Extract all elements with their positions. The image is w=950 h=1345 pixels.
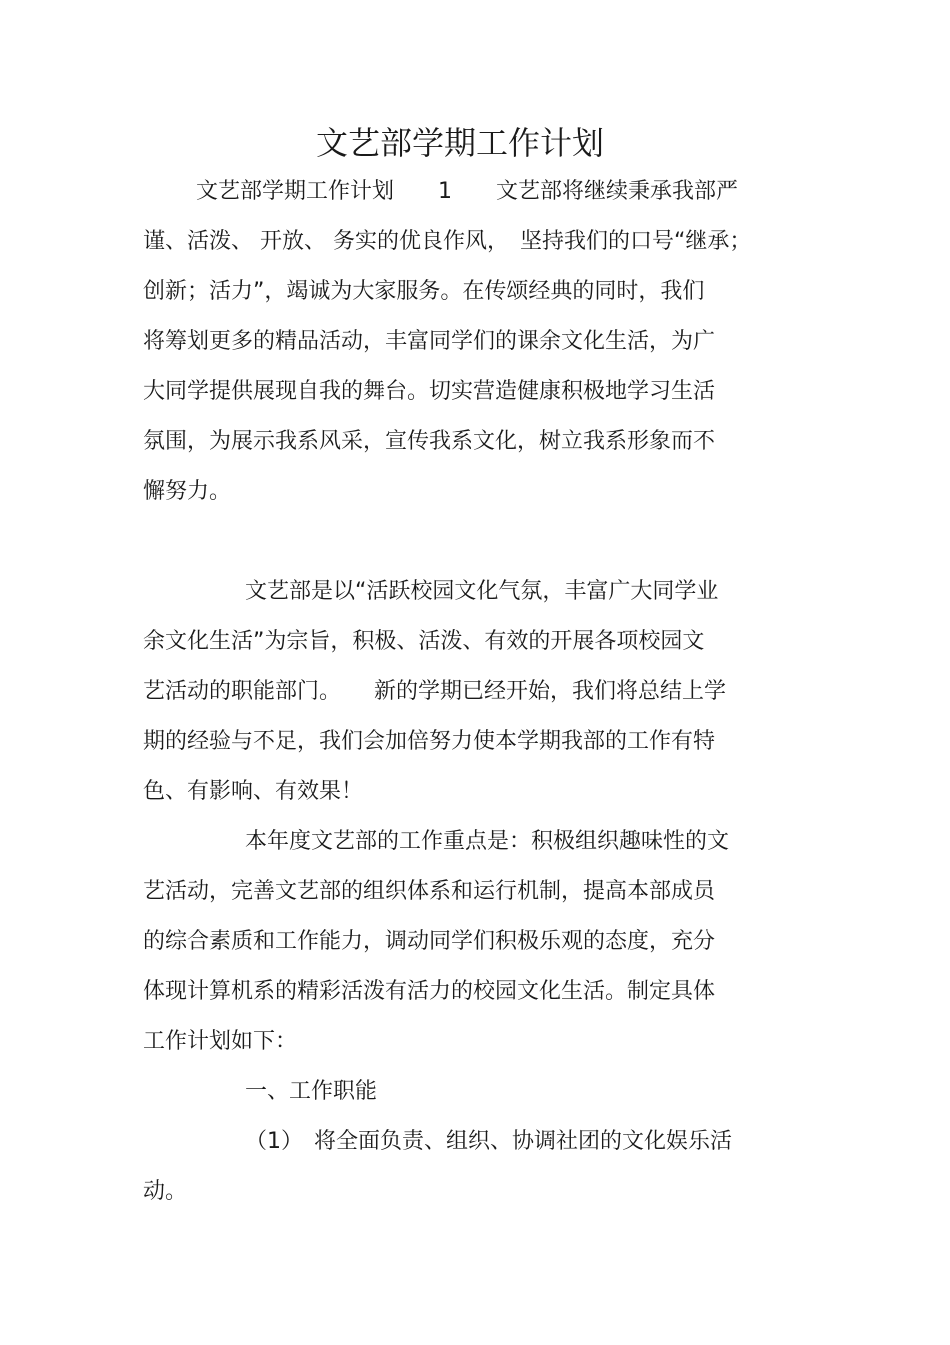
paragraph-line: 艺活动，完善文艺部的组织体系和运行机制，提高本部成员 (143, 879, 716, 904)
paragraph-line: 谨、活泼、 开放、 务实的优良作风， 坚持我们的口号“继承； (143, 229, 752, 254)
paragraph-line: 艺活动的职能部门。 新的学期已经开始，我们将总结上学 (143, 679, 727, 704)
paragraph-line: 色、有影响、有效果！ (143, 779, 364, 804)
paragraph-line: 体现计算机系的精彩活泼有活力的校园文化生活。制定具体 (143, 979, 716, 1004)
paragraph-line: 动。 (143, 1179, 188, 1204)
paragraph-line: 创新；活力”，竭诚为大家服务。在传颂经典的同时，我们 (143, 279, 705, 304)
paragraph-line: 将筹划更多的精品活动，丰富同学们的课余文化生活，为广 (143, 329, 716, 354)
paragraph-line: 的综合素质和工作能力，调动同学们积极乐观的态度，充分 (143, 929, 716, 954)
paragraph-line: 大同学提供展现自我的舞台。切实营造健康积极地学习生活 (143, 379, 716, 404)
paragraph-line: 工作计划如下： (143, 1029, 298, 1054)
paragraph-line: 文艺部是以“活跃校园文化气氛，丰富广大同学业 (245, 579, 719, 604)
paragraph-line: 本年度文艺部的工作重点是：积极组织趣味性的文 (245, 829, 730, 854)
list-item: （1） 将全面负责、组织、协调社团的文化娱乐活 (245, 1129, 732, 1154)
paragraph-line: 余文化生活”为宗旨，积极、活泼、有效的开展各项校园文 (143, 629, 705, 654)
paragraph-line: 文艺部学期工作计划 1 文艺部将继续秉承我部严 (196, 179, 738, 204)
document-title: 文艺部学期工作计划 (315, 124, 604, 162)
paragraph-line: 懈努力。 (143, 479, 232, 504)
paragraph-line: 期的经验与不足，我们会加倍努力使本学期我部的工作有特 (143, 729, 716, 754)
section-heading: 一、工作职能 (245, 1079, 378, 1104)
paragraph-line: 氛围，为展示我系风采，宣传我系文化，树立我系形象而不 (143, 429, 716, 454)
